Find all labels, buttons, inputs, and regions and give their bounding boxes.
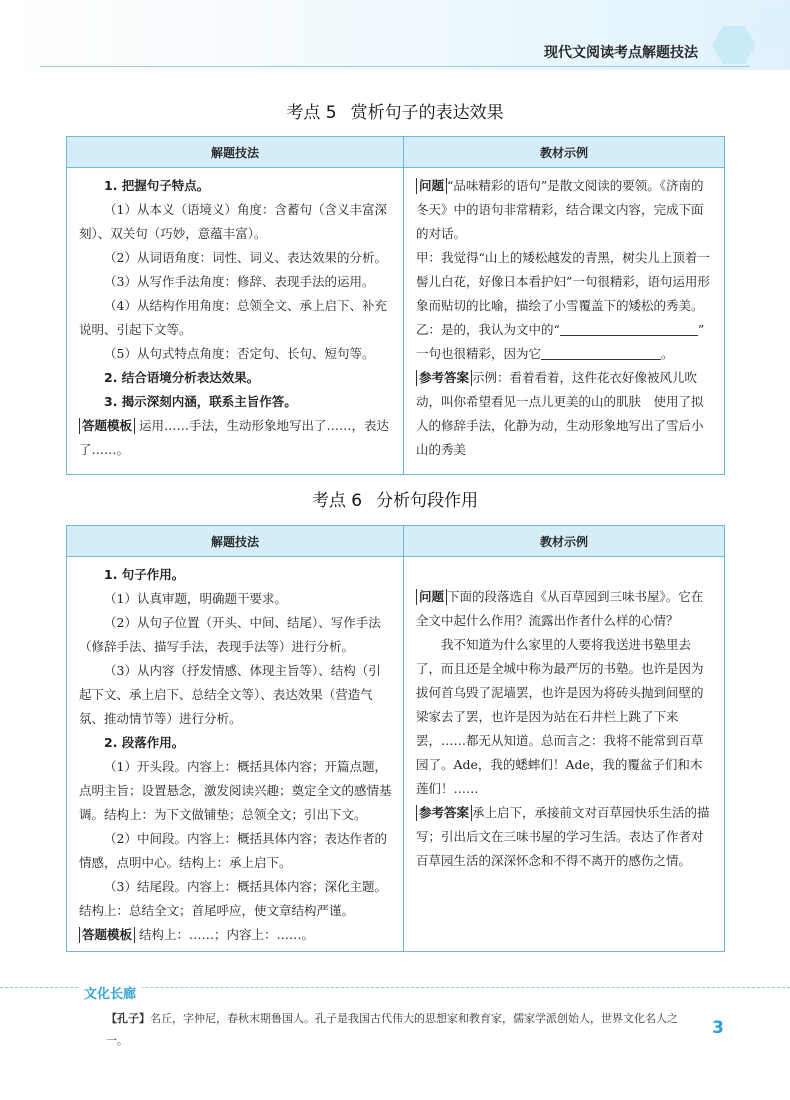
method-table (66, 136, 725, 475)
dialogue-text: 一句也很精彩，因为它 (416, 346, 542, 361)
section-heading: 分析句段作用 (376, 491, 479, 511)
section-title (0, 486, 790, 511)
method-item: （1）从本义（语境义）角度：含蓄句（含义丰富深刻）、双关句（巧妙，意蕴丰富）。 (79, 202, 387, 241)
answer-template (79, 414, 393, 462)
method-table (66, 525, 725, 952)
header-divider (40, 66, 750, 67)
method-cell (67, 168, 404, 475)
template-text: 结构上：……；内容上：……。 (139, 927, 315, 942)
footer-tag: 【孔子】 (106, 1012, 150, 1025)
answer-blank[interactable] (560, 321, 698, 336)
column-header-example: 教材示例 (404, 137, 725, 168)
method-item: （1）开头段。内容上：概括具体内容；开篇点题，点明主旨；设置悬念，激发阅读兴趣；奠定全文的感情基调。结构上：为下文做铺垫；总领全文；引出下文。 (79, 759, 392, 822)
method-item: （5）从句式特点角度：否定句、长句、短句等。 (104, 346, 375, 361)
page-number: 3 (712, 1018, 724, 1038)
question-text: 下面的段落选自《从百草园到三味书屋》。它在全文中起什么作用？流露出作者什么样的心情？ (416, 589, 704, 628)
section-number: 考点 5 (286, 103, 337, 123)
reference-answer (416, 801, 714, 873)
method-item: （1）认真审题，明确题干要求。 (104, 591, 287, 606)
dialogue-jia: 甲：我觉得“山上的矮松越发的青黑，树尖儿上顶着一髻儿白花，好像日本看护妇”一句很精彩，语句运用形象而贴切的比喻，描绘了小雪覆盖下的矮松的秀美。 (416, 250, 710, 313)
footer-text: 名丘，字仲尼，春秋末期鲁国人。孔子是我国古代伟大的思想家和教育家，儒家学派创始人，世界文化名人之一。 (106, 1012, 678, 1047)
method-heading: 3. 揭示深刻内涵，联系主旨作答。 (104, 394, 297, 409)
section-number: 考点 6 (311, 491, 363, 511)
answer-template (79, 923, 393, 947)
answer-text: 示例：看着看着，这件花衣好像被风儿吹动，叫你希望看见一点儿更美的山的肌肤 使用了拟人的修辞手法，化静为动，生动形象地写出了雪后小山的秀美 (416, 370, 704, 457)
template-tag: 答题模板 (79, 418, 135, 434)
answer-tag: 参考答案 (416, 805, 472, 821)
method-item: （3）结尾段。内容上：概括具体内容；深化主题。结构上：总结全文；首尾呼应，使文章结构严谨。 (79, 879, 387, 918)
template-text: 运用……手法，生动形象地写出了……，表达了……。 (79, 418, 390, 457)
method-item: （2）中间段。内容上：概括具体内容；表达作者的情感，点明中心。结构上：承上启下。 (79, 831, 387, 870)
answer-tag: 参考答案 (416, 370, 472, 386)
question-text: “品味精彩的语句”是散文阅读的要领。《济南的冬天》中的语句非常精彩，结合课文内容，完成下面的对话。 (416, 178, 704, 241)
method-heading: 1. 句子作用。 (104, 567, 185, 582)
column-header-example: 教材示例 (404, 526, 725, 557)
section-heading: 赏析句子的表达效果 (350, 103, 504, 123)
column-header-method: 解题技法 (67, 137, 404, 168)
answer-text: 承上启下，承接前文对百草园快乐生活的描写；引出后文在三味书屋的学习生活。表达了作者对百草园生活的深深怀念和不得不离开的感伤之情。 (416, 805, 710, 868)
dialogue-text: 。 (661, 346, 674, 361)
method-item: （2）从句子位置（开头、中间、结尾）、写作手法（修辞手法、描写手法，表现手法等）进行分析。 (79, 615, 381, 654)
method-cell (67, 557, 404, 952)
dialogue-yi (416, 318, 714, 366)
method-heading: 2. 段落作用。 (104, 735, 185, 750)
template-tag: 答题模板 (79, 927, 135, 943)
example-cell (404, 168, 725, 475)
example-cell (404, 557, 725, 952)
question (416, 585, 714, 633)
question (416, 174, 714, 246)
section-title (0, 98, 790, 123)
running-header: 现代文阅读考点解题技法 (544, 45, 698, 61)
method-item: （2）从词语角度：词性、词义、表达效果的分析。 (104, 250, 387, 265)
passage: 我不知道为什么家里的人要将我送进书塾里去了，而且还是全城中称为最严厉的书塾。也许是因为拔何首乌毁了泥墙罢，也许是因为将砖头抛到间壁的梁家去了罢，也许是因为站在石井栏上跳了下来罢，……都无从知道。总而言之：我将不能常到百草园了。Ade，我的蟋蟀们！Ade，我的覆盆子们和木莲们！…… (416, 637, 704, 796)
footer-section-label: 文化长廊 (78, 983, 142, 1002)
question-tag: 问题 (416, 589, 447, 605)
answer-blank[interactable] (541, 345, 661, 360)
dialogue-text: 乙：是的，我认为文中的“ (416, 322, 560, 337)
method-item: （4）从结构作用角度：总领全文、承上启下、补充说明、引起下文等。 (79, 298, 387, 337)
footer-note (106, 1008, 686, 1052)
method-item: （3）从内容（抒发情感、体现主旨等）、结构（引起下文、承上启下、总结全文等）、表达效果（营造气氛、推动情节等）进行分析。 (79, 663, 381, 726)
method-heading: 2. 结合语境分析表达效果。 (104, 370, 260, 385)
question-tag: 问题 (416, 178, 447, 194)
method-item: （3）从写作手法角度：修辞、表现手法的运用。 (104, 274, 375, 289)
method-heading: 1. 把握句子特点。 (104, 178, 210, 193)
dialogue-text: ” (697, 322, 705, 337)
column-header-method: 解题技法 (67, 526, 404, 557)
reference-answer (416, 366, 714, 462)
